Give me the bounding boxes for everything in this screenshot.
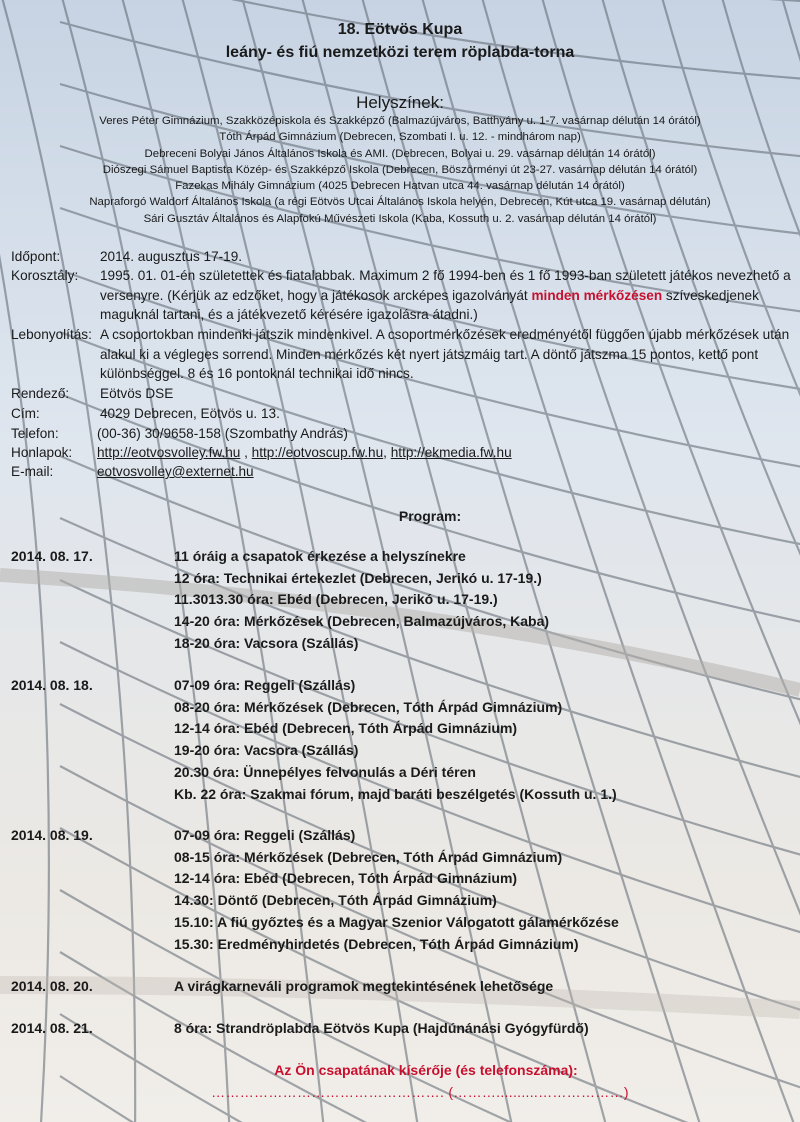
program-event: 14-20 óra: Mérkőzések (Debrecen, Balmazújváros, Kaba) — [174, 613, 550, 629]
venues-heading: Helyszínek: — [356, 93, 444, 112]
info-idopont — [11, 247, 791, 267]
venue-item: Sári Gusztáv Általános és Alapfokú Művészeti Iskola (Kaba, Kossuth u. 2. vasárnap délután 14 órától) — [143, 212, 657, 225]
rendezo-value: Eötvös DSE — [100, 386, 174, 401]
lebonyolitas-value: A csoportokban mindenki játszik mindenkivel. A csoportmérkőzések eredményétől függően újabb mérkőzések után alakul ki a végleges sorrend. Minden mérkőzés két nyert játszmáig tart. A döntő játszma 15 pontos, kettő pont különbséggel. 8 és 16 pontoknál technikai idő nincs. — [100, 327, 790, 381]
program-date: 2014. 08. 20. — [11, 978, 93, 994]
escort-fill-line[interactable]: …………………………………………. (………..........………………) — [211, 1084, 629, 1100]
website-link-eotvosvolley[interactable]: http://eotvosvolley.fw.hu — [97, 445, 241, 460]
venues-list — [0, 113, 800, 227]
lebonyolitas-label: Lebonyolítás: — [11, 327, 92, 342]
info-korosztaly — [11, 266, 791, 325]
venue-item: Diószegi Sámuel Baptista Közép- és Szakképző Iskola (Debrecen, Böszörményi út 23-27. vasárnap délután 14 órától) — [102, 163, 698, 176]
program-event: 11 óráig a csapatok érkezése a helyszínekre — [174, 548, 466, 564]
venue-item: Tóth Árpád Gimnázium (Debrecen, Szombati I. u. 12. - mindhárom nap) — [219, 131, 581, 144]
info-cim — [11, 404, 791, 424]
program-date: 2014. 08. 17. — [11, 548, 93, 564]
program-event: 20.30 óra: Ünnepélyes felvonulás a Déri téren — [174, 764, 476, 780]
honlapok-value — [11, 443, 791, 463]
email-value — [11, 462, 791, 482]
korosztaly-text-end: szíveskedjenek maguknál tartani, és a játékvezető kérésére igazolásra átadni.) — [100, 287, 759, 322]
korosztaly-emphasis: minden mérkőzésen — [531, 287, 663, 303]
page-subtitle: leány- és fiú nemzetközi terem röplabda-torna — [225, 44, 575, 61]
venue-item: Fazekas Mihály Gimnázium (4025 Debrecen Hatvan utca 44. vasárnap délután 14 órától) — [175, 180, 625, 193]
separator: , — [240, 445, 252, 460]
info-telefon — [11, 424, 791, 444]
website-link-ekmedia[interactable]: http://ekmedia.fw.hu — [390, 445, 512, 460]
cim-label: Cím: — [11, 406, 40, 421]
email-label: E-mail: — [11, 464, 54, 479]
idopont-label: Időpont: — [11, 249, 61, 264]
program-heading: Program: — [398, 508, 462, 524]
page-title: 18. Eötvös Kupa — [337, 21, 463, 38]
idopont-value: 2014. augusztus 17-19. — [100, 249, 243, 264]
program-event: 19-20 óra: Vacsora (Szállás) — [174, 742, 359, 758]
info-rendezo — [11, 384, 791, 404]
info-email — [11, 462, 791, 482]
program-event: 12 óra: Technikai értekezlet (Debrecen, Jerikó u. 17-19.) — [174, 570, 542, 586]
rendezo-label: Rendező: — [11, 386, 70, 401]
cim-value: 4029 Debrecen, Eötvös u. 13. — [100, 406, 280, 421]
program-event: 11.3013.30 óra: Ebéd (Debrecen, Jerikó u. 17-19.) — [174, 591, 498, 607]
info-lebonyolitas — [11, 325, 791, 384]
program-event: 12-14 óra: Ebéd (Debrecen, Tóth Árpád Gimnázium) — [174, 720, 518, 736]
program-event: 07-09 óra: Reggeli (Szállás) — [174, 677, 356, 693]
website-link-eotvoscup[interactable]: http://eotvoscup.fw.hu — [251, 445, 384, 460]
email-link[interactable]: eotvosvolley@externet.hu — [97, 464, 254, 479]
telefon-value: (00-36) 30/9658-158 (Szombathy András) — [97, 426, 348, 441]
korosztaly-label: Korosztály: — [11, 268, 79, 283]
program-event: 12-14 óra: Ebéd (Debrecen, Tóth Árpád Gimnázium) — [174, 870, 518, 886]
program-event: 14.30: Döntő (Debrecen, Tóth Árpád Gimnázium) — [174, 892, 497, 908]
program-event: Kb. 22 óra: Szakmai fórum, majd baráti beszélgetés (Kossuth u. 1.) — [174, 786, 617, 802]
program-event: 08-15 óra: Mérkőzések (Debrecen, Tóth Árpád Gimnázium) — [174, 849, 563, 865]
program-event: 08-20 óra: Mérkőzések (Debrecen, Tóth Árpád Gimnázium) — [174, 699, 563, 715]
program-event: 8 óra: Strandröplabda Eötvös Kupa (Hajdúnánási Gyógyfürdő) — [174, 1020, 589, 1036]
venue-item: Veres Péter Gimnázium, Szakközépiskola és Szakképző (Balmazújváros, Batthyány u. 1-7. vasárnap délután 14 órától) — [99, 115, 701, 127]
program-date: 2014. 08. 21. — [11, 1020, 93, 1036]
program-event: 18-20 óra: Vacsora (Szállás) — [174, 635, 359, 651]
telefon-label: Telefon: — [11, 426, 59, 441]
program-event: 15.30: Eredményhirdetés (Debrecen, Tóth Árpád Gimnázium) — [174, 936, 579, 952]
program-event: 07-09 óra: Reggeli (Szállás) — [174, 827, 356, 843]
honlapok-label: Honlapok: — [11, 445, 73, 460]
separator: , — [383, 445, 391, 460]
korosztaly-value — [11, 266, 791, 325]
program-event: A virágkarneváli programok megtekintésének lehetősége — [174, 978, 554, 994]
korosztaly-text: 1995. 01. 01-én születettek és fiatalabbak. Maximum 2 fő 1994-ben és 1 fő 1993-ban született játékos nevezhető a versenyre. (Kérjük az edzőket, hogy a játékosok arcképes igazolványát — [100, 268, 791, 303]
escort-heading: Az Ön csapatának kísérője (és telefonszáma): — [274, 1062, 578, 1078]
program-date: 2014. 08. 19. — [11, 827, 93, 843]
program-date: 2014. 08. 18. — [11, 677, 93, 693]
program-event: 15.10: A fiú győztes és a Magyar Szenior Válogatott gálamérkőzése — [174, 914, 619, 930]
info-honlapok — [11, 443, 791, 463]
venue-item: Napraforgó Waldorf Általános Iskola (a régi Eötvös Utcai Általános Iskola helyén, Debrecen, Kút utca 19. vasárnap délután) — [89, 196, 711, 209]
venue-item: Debreceni Bolyai János Általános Iskola és AMI. (Debrecen, Bolyai u. 29. vasárnap délután 14 órától) — [144, 147, 656, 160]
